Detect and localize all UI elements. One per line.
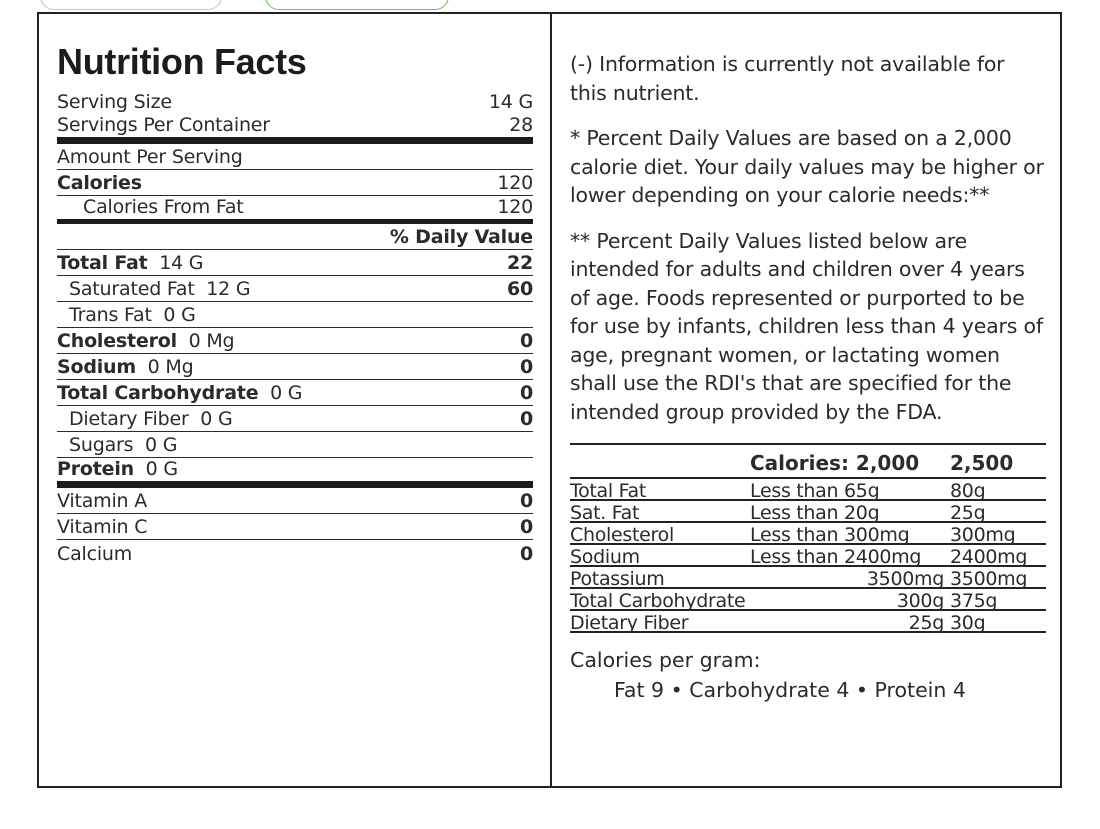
table-row: [570, 479, 1046, 501]
vitamin-row-c: [57, 514, 533, 540]
vitamin-row-calcium: [57, 540, 533, 566]
serving-size-value: 14 G: [488, 91, 533, 113]
vitamin-dv: 0: [519, 490, 533, 512]
row-nutrient: Cholesterol: [570, 524, 674, 546]
vitamin-name: Vitamin C: [57, 516, 148, 538]
vitamin-dv: 0: [519, 543, 533, 565]
row-nutrient: Sat. Fat: [570, 502, 640, 524]
nutrient-row-trans-fat: [57, 302, 533, 328]
table-row: [570, 611, 1046, 633]
nutrient-amount: 14 G: [159, 252, 204, 274]
nutrient-amount: 0 G: [200, 408, 233, 430]
percent-daily-note: * Percent Daily Values are based on a 2,000 calorie diet. Your daily values may be higher or lower depending on your calorie needs:**: [570, 126, 1044, 207]
serving-size-label: Serving Size: [57, 91, 172, 113]
nutrient-row-dietary-fiber: [57, 406, 533, 432]
vitamin-row-a: [57, 488, 533, 514]
table-row: [570, 523, 1046, 545]
calories-label: Calories: [57, 172, 142, 194]
servings-per-container-value: 28: [509, 114, 533, 136]
table-row: [570, 501, 1046, 523]
nutrient-name: Saturated Fat: [69, 278, 195, 300]
calories-per-gram-values: Fat 9 • Carbohydrate 4 • Protein 4: [614, 678, 966, 702]
row-2500: 25g: [950, 502, 986, 524]
row-limit: 3500mg: [866, 568, 944, 590]
nutrition-facts-panel: [57, 42, 533, 566]
nutrient-amount: 12 G: [206, 278, 251, 300]
nutrient-row-sugars: [57, 432, 533, 458]
row-nutrient: Dietary Fiber: [570, 612, 689, 634]
row-2500: 30g: [950, 612, 986, 634]
nutrition-label: [37, 12, 1062, 788]
row-2500: 2400mg: [950, 546, 1028, 568]
servings-per-container-label: Servings Per Container: [57, 114, 270, 136]
row-limit: 25g: [908, 612, 944, 634]
panel-title: Nutrition Facts: [57, 41, 307, 82]
nutrient-dv: 22: [506, 252, 533, 274]
calories-value: 120: [497, 172, 533, 194]
amount-per-serving-label: Amount Per Serving: [57, 146, 243, 168]
nutrient-name: Total Carbohydrate: [57, 382, 259, 404]
tab-stub-right[interactable]: [265, 0, 449, 10]
nutrient-amount: 0 Mg: [188, 330, 235, 352]
daily-values-table-header: [570, 445, 1046, 479]
nutrient-name: Sodium: [57, 356, 136, 378]
amount-per-serving-row: [57, 144, 533, 170]
table-row: [570, 567, 1046, 589]
row-nutrient: Sodium: [570, 546, 640, 568]
vitamin-dv: 0: [519, 516, 533, 538]
nutrient-dv: 0: [519, 330, 533, 352]
tab-stub-left[interactable]: [40, 0, 222, 10]
nutrient-row-sodium: [57, 354, 533, 380]
nutrient-amount: 0 Mg: [147, 356, 194, 378]
nutrient-name: Protein: [57, 458, 134, 480]
table-row: [570, 545, 1046, 567]
adults-children-note: ** Percent Daily Values listed below are intended for adults and children over 4 years of age. Foods represented or purported to be for use by infants, children less than 4 years of age, pregnant women, or lactating women shall use the RDI's that are specified for the intended group provided by the FDA.: [570, 228, 1043, 424]
nutrient-dv: 60: [506, 278, 533, 300]
row-limit: 300g: [896, 590, 944, 612]
daily-values-table: [570, 443, 1046, 633]
row-2500: 3500mg: [950, 568, 1028, 590]
row-2500: 375g: [950, 590, 998, 612]
footnotes-panel: [570, 50, 1045, 705]
calories-from-fat-label: Calories From Fat: [83, 196, 244, 218]
serving-size-row: [57, 88, 533, 114]
nutrient-row-total-fat: [57, 250, 533, 276]
nutrient-name: Trans Fat: [69, 304, 152, 326]
panel-divider: [550, 14, 552, 786]
row-nutrient: Total Carbohydrate: [570, 590, 746, 612]
nutrient-name: Dietary Fiber: [69, 408, 189, 430]
calories-2500-header: 2,500: [950, 451, 1014, 475]
nutrient-amount: 0 G: [145, 434, 178, 456]
calories-row: [57, 170, 533, 196]
row-nutrient: Potassium: [570, 568, 665, 590]
nutrient-amount: 0 G: [145, 458, 178, 480]
calories-from-fat-row: [57, 196, 533, 224]
info-unavailable-note: (-) Information is currently not available for this nutrient.: [570, 52, 1005, 105]
nutrient-name: Total Fat: [57, 252, 148, 274]
nutrient-dv: 0: [519, 408, 533, 430]
row-limit: Less than 20g: [750, 502, 880, 524]
nutrient-name: Cholesterol: [57, 330, 177, 352]
nutrient-dv: 0: [519, 382, 533, 404]
nutrient-row-protein: [57, 458, 533, 488]
calories-per-gram-label: Calories per gram:: [570, 648, 761, 672]
row-2500: 80g: [950, 480, 986, 502]
calories-2000-header: Calories: 2,000: [750, 451, 920, 475]
servings-per-container-row: [57, 114, 533, 144]
calories-from-fat-value: 120: [497, 196, 533, 218]
row-limit: Less than 300mg: [750, 524, 910, 546]
nutrient-name: Sugars: [69, 434, 134, 456]
nutrient-row-total-carbohydrate: [57, 380, 533, 406]
row-limit: Less than 2400mg: [750, 546, 922, 568]
row-nutrient: Total Fat: [570, 480, 646, 502]
row-2500: 300mg: [950, 524, 1016, 546]
vitamin-name: Vitamin A: [57, 490, 148, 512]
nutrient-dv: 0: [519, 356, 533, 378]
table-row: [570, 589, 1046, 611]
nutrient-amount: 0 G: [163, 304, 196, 326]
daily-value-header-row: [57, 224, 533, 250]
row-limit: Less than 65g: [750, 480, 880, 502]
nutrient-amount: 0 G: [270, 382, 303, 404]
nutrient-row-cholesterol: [57, 328, 533, 354]
vitamin-name: Calcium: [57, 543, 133, 565]
nutrient-row-saturated-fat: [57, 276, 533, 302]
calories-per-gram: [570, 645, 1045, 705]
daily-value-header: % Daily Value: [389, 226, 533, 248]
